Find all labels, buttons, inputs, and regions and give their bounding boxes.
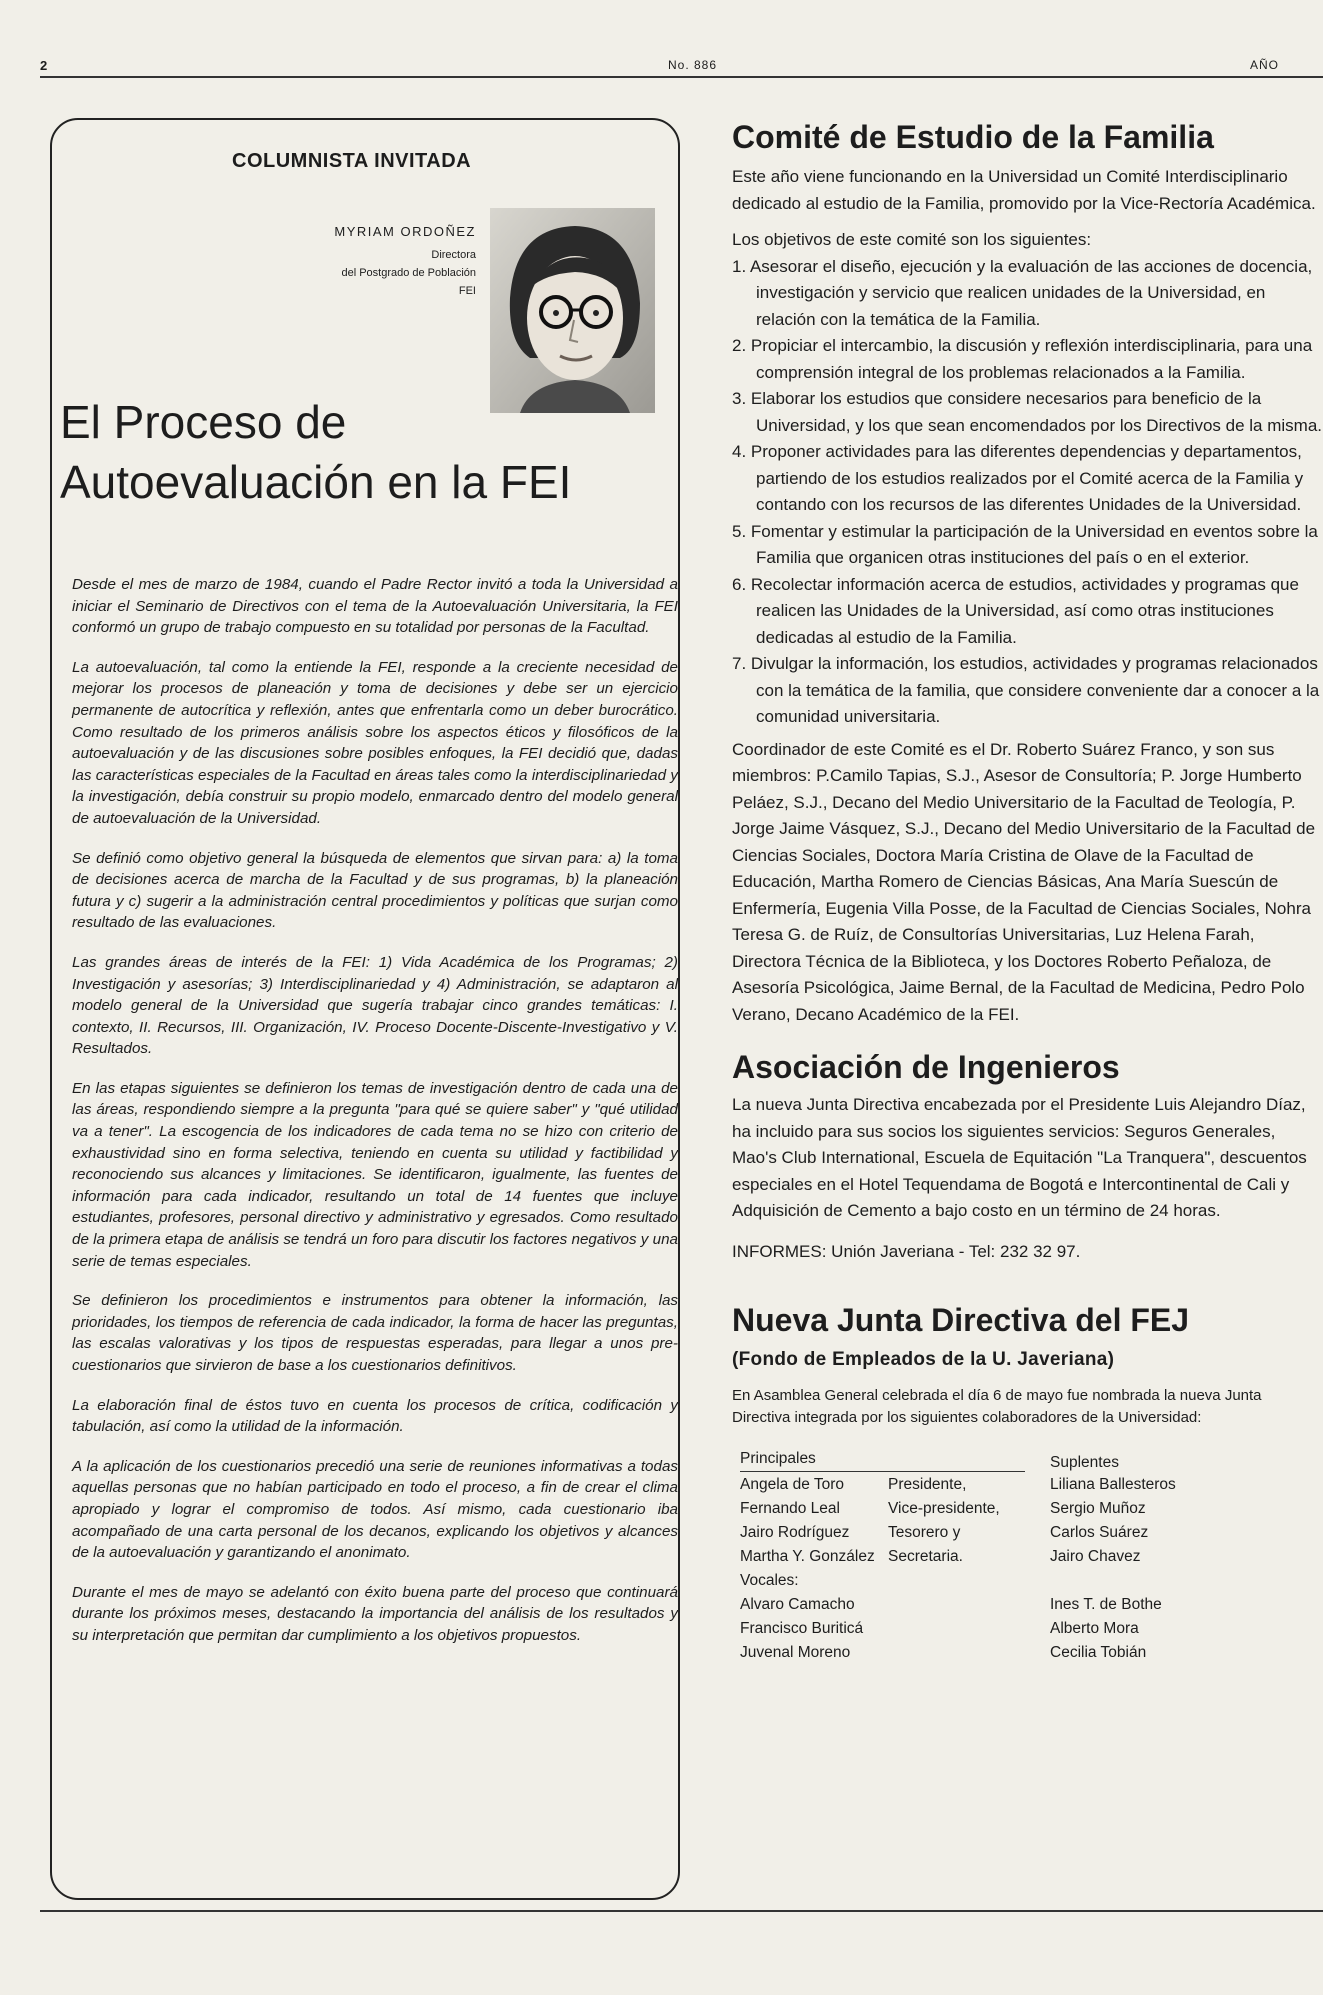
author-portrait [490,208,655,413]
vocal-name: Alvaro Camacho [740,1596,855,1613]
column-body [72,574,678,1665]
engineers-body: La nueva Junta Directiva encabezada por el Presidente Luis Alejandro Díaz, ha incluido para sus socios los siguientes servicios: Seguros Generales, Mao's Club International, Escuela de Equitación "La Tranquera", descuentos especiales en el Hotel Tequendama de Bogotá e Intercontinental de Cali y Adquisición de Cemento a bajo costo en un término de 24 horas. [732,1095,1307,1220]
column-paragraph: A la aplicación de los cuestionarios precedió una serie de reuniones informativas a todas aquellas personas que no habían participado en todo el proceso, a fin de crear el clima apropiado y lograr el compromiso de todos. Así mismo, cada cuestionario iba acompañado de una carta personal de los decanos, explicando los objetivos y alcances de la autoevaluación y garantizando el anonimato. [72,1457,678,1562]
vocal-name: Francisco Buriticá [740,1620,864,1637]
page-number: 2 [40,58,48,73]
substitute-name: Liliana Ballesteros [1050,1476,1176,1493]
principal-role: Secretaria. [888,1548,963,1565]
principal-role: Presidente, [888,1476,967,1493]
author-name: MYRIAM ORDOÑEZ [334,224,476,239]
column-headline [60,392,660,512]
fej-subtitle: (Fondo de Empleados de la U. Javeriana) [732,1349,1115,1370]
substitute-name: Sergio Muñoz [1050,1500,1146,1517]
headline-line: El Proceso de [60,396,347,448]
author-role-line: Directora [431,249,476,261]
vocal-substitute: Ines T. de Bothe [1050,1596,1162,1613]
column-paragraph: Se definieron los procedimientos e instrumentos para obtener la información, las prioridades, los tiempos de referencia de cada indicador, la forma de hacer las preguntas, las escalas valorativas y los tipos de respuestas esperadas, para llegar a unos pre-cuestionarios que sirvieron de base a los cuestionarios definitivos. [72,1292,678,1374]
author-role [230,246,476,300]
header-rule [40,76,1323,78]
headline-line: Autoevaluación en la FEI [60,456,572,508]
committee-members: Coordinador de este Comité es el Dr. Roberto Suárez Franco, y son sus miembros: P.Camilo Tapias, S.J., Asesor de Consultoría; P. Jorge Humberto Peláez, S.J., Decano del Medio Universitario de la Facultad de Teología, P. Jorge Jaime Vásquez, S.J., Decano del Medio Universitario de la Facultad de Ciencias Sociales, Doctora María Cristina de Olave de la Facultad de Educación, Martha Romero de Ciencias Básicas, Ana María Suescún de Enfermería, Eugenia Villa Posse, de la Facultad de Ciencias Sociales, Nohra Teresa G. de Ruíz, de Consultorías Universitarias, Luz Helena Farah, Directora Técnica de la Biblioteca, y los Doctores Roberto Peñaloza, de Asesoría Psicológica, Jaime Bernal, de la Facultad de Medicina, Pedro Polo Verano, Decano Académico de la FEI. [732,739,1316,1024]
column-paragraph: La elaboración final de éstos tuvo en cuenta los procesos de crítica, codificación y tabulación, así como la utilidad de la información. [72,1396,678,1436]
column-paragraph: Las grandes áreas de interés de la FEI: 1) Vida Académica de los Programas; 2) Investigación y asesorías; 3) Interdisciplinariedad y 4) Administración, se adaptaron al modelo general de la Universidad que sugería trabajar cinco grandes temáticas: I. contexto, II. Recursos, III. Organización, IV. Proceso Docente-Discente-Investigativo y V. Resultados. [72,953,678,1058]
principal-underline [740,1471,1025,1472]
objectives-intro: Los objetivos de este comité son los siguientes: [732,230,1092,249]
engineers-title: Asociación de Ingenieros [732,1049,1120,1085]
fej-title: Nueva Junta Directiva del FEJ [732,1302,1190,1338]
vocal-substitute: Alberto Mora [1050,1620,1139,1637]
objective-item: 7. Divulgar la información, los estudios, actividades y programas relacionados con la temática de la familia, que considere conveniente dar a conocer a la comunidad universitaria. [732,654,1320,726]
column-paragraph: En las etapas siguientes se definieron los temas de investigación dentro de cada una de las áreas, respondiendo siempre a la pregunta "para qué se quiere saber" y "qué utilidad va a tener". La escogencia de los indicadores de cada tema no se hizo con criterio de exhaustividad sino en forma selectiva, teniendo en cuenta su utilidad y factibilidad y reconociendo sus alcances y limitaciones. Se identificaron, igualmente, las fuentes de información para cada indicador, resultando un total de 14 fuentes que incluye estudiantes, profesores, personal directivo y administrativo y egresados. Como resultado de la primera etapa de análisis se tendrá un foro para discutir los factores negativos y una serie de temas especiales. [72,1079,678,1270]
objective-item: 5. Fomentar y estimular la participación de la Universidad en eventos sobre la Familia que organicen otras instituciones del país o en el exterior. [732,521,1318,567]
family-committee-title: Comité de Estudio de la Familia [732,119,1214,155]
objective-item: 4. Proponer actividades para las diferentes dependencias y departamentos, partiendo de los estudios realizados por el Comité acerca de la Familia y contando con los recursos de las diferentes Unidades de la Universidad. [732,442,1304,514]
principal-name: Fernando Leal [740,1500,840,1517]
vocal-name: Juvenal Moreno [740,1644,851,1661]
column-paragraph: Se definió como objetivo general la búsqueda de elementos que sirvan para: a) la toma de decisiones acerca de marcha de la Facultad y de sus programas, b) la planeación futura y c) sugerir a la administración central procedimientos y políticas que surjan como resultado de las evaluaciones. [72,849,678,932]
principal-role: Tesorero y [888,1524,961,1541]
objective-item: 3. Elaborar los estudios que considere necesarios para beneficio de la Universidad, y los que sean encomendados por los Directivos de la misma. [732,389,1322,435]
column-paragraph: Durante el mes de mayo se adelantó con éxito buena parte del proceso que continuará durante los próximos meses, destacando la importancia del análisis de los resultados y su interpretación que permitan dar cumplimiento a los objetivos propuestos. [72,1583,678,1644]
vocal-substitute: Cecilia Tobián [1050,1644,1147,1661]
board-members [732,1447,1323,1677]
objectives-list [732,254,1323,731]
vocales-label: Vocales: [740,1572,799,1589]
principal-header: Principales [740,1450,816,1467]
right-column [732,118,1323,1677]
footer-rule [40,1910,1323,1912]
column-paragraph: Desde el mes de marzo de 1984, cuando el Padre Rector invitó a toda la Universidad a iniciar el Seminario de Directivos con el tema de la Autoevaluación Universitaria, la FEI conformó un grupo de trabajo compuesto en su totalidad por personas de la Facultad. [72,576,678,637]
issue-number: No. 886 [668,58,718,72]
principal-name: Jairo Rodríguez [740,1524,850,1541]
substitute-name: Carlos Suárez [1050,1524,1149,1541]
page-header [0,0,1323,76]
substitute-name: Jairo Chavez [1050,1548,1141,1565]
engineers-contact: INFORMES: Unión Javeriana - Tel: 232 32 97. [732,1241,1081,1261]
substitute-header: Suplentes [1050,1454,1119,1471]
author-role-line: del Postgrado de Población [341,267,476,279]
objective-item: 6. Recolectar información acerca de estudios, actividades y programas que realicen las Unidades de la Universidad, así como otras instituciones dedicadas al estudio de la Familia. [732,574,1299,647]
family-intro: Este año viene funcionando en la Universidad un Comité Interdisciplinario dedicado al estudio de la Familia, promovido por la Vice-Rectoría Académica. [732,167,1316,213]
principal-role: Vice-presidente, [888,1500,1000,1517]
principal-name: Martha Y. González [740,1548,875,1565]
objective-item: 1. Asesorar el diseño, ejecución y la evaluación de las acciones de docencia, investigación y servicio que realicen unidades de la Universidad, en relación con la temática de la Familia. [732,256,1313,329]
year-label: AÑO [1250,58,1280,72]
fej-intro: En Asamblea General celebrada el día 6 de mayo fue nombrada la nueva Junta Directiva integrada por los siguientes colaboradores de la Universidad: [732,1387,1262,1426]
column-kicker: COLUMNISTA INVITADA [232,150,472,172]
column-paragraph: La autoevaluación, tal como la entiende la FEI, responde a la creciente necesidad de mejorar los procesos de planeación y toma de decisiones y debe ser un ejercicio permanente de autocrítica y reflexión, antes que enfrentarla como un deber burocrático. Como resultado de los primeros análisis sobre los aspectos éticos y filosóficos de la autoevaluación y de las discusiones sobre posibles enfoques, la FEI decidió que, dadas las características especiales de la Facultad en áreas tales como la interdisciplinariedad y la investigación, debía construir su propio modelo, enmarcado dentro del modelo general de autoevaluación de la Universidad. [72,658,678,827]
objective-item: 2. Propiciar el intercambio, la discusión y reflexión interdisciplinaria, para una comprensión integral de los problemas relacionados a la Familia. [732,336,1313,382]
author-role-line: FEI [458,285,476,297]
principal-name: Angela de Toro [740,1476,844,1493]
